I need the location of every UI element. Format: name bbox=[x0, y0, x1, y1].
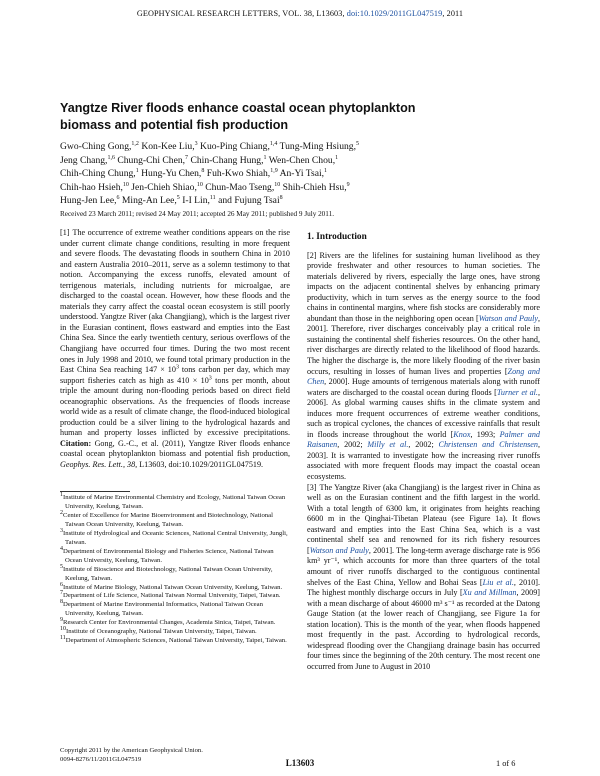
footnote-text: Center of Excellence for Marine Bioenvironment and Biotechnology, National Taiwan Ocean University, Keelung, Taiwan. bbox=[63, 511, 273, 528]
author-name: I-I Lin, bbox=[182, 195, 210, 207]
author-name: and Fujung Tsai bbox=[218, 195, 280, 207]
header-year: , 2011 bbox=[442, 9, 464, 18]
author-name: Gwo-Ching Gong, bbox=[60, 141, 132, 152]
affiliation-footnote bbox=[60, 527, 292, 548]
body-text: The Yangtze River (aka Changjiang) is the largest river in China as well as on the Eurasian continent and the fifth largest in the world. With a total length of 6300 km, it originates from heights reaching 6600 m in the Qinghai-Tibetan Plateau (see Figure 1a). It flows eastward and empties into the East China Sea, which is a vast continental shelf sea and renowned for its rich fishery resources [ bbox=[307, 482, 540, 555]
footnote-number: 7 bbox=[60, 590, 63, 597]
introduction-column bbox=[307, 228, 540, 672]
footnote-number: 8 bbox=[60, 599, 63, 606]
footnote-text: Institute of Marine Environmental Chemistry and Ecology, National Taiwan Ocean University, Keelung, Taiwan. bbox=[63, 494, 286, 510]
doi-link[interactable]: doi:10.1029/2011GL047519 bbox=[346, 9, 443, 18]
author-name: Chih-Ching Chung, bbox=[60, 168, 136, 180]
body-text: , 1993; bbox=[470, 429, 500, 439]
footnote-number: 9 bbox=[60, 617, 63, 624]
reference-link[interactable]: Liu et al. bbox=[482, 577, 514, 587]
affiliation-sup: 3 bbox=[194, 140, 198, 147]
abstract-text-3: tons per month, about triple the amount during non-flooding periods based on direct field oceanographic observations. As the frequencies of floods increase world wide as a result of climate change, the flood-induced biological production could be a silver lining to the hydrological hazards and human and property losses inflicted by excessive precipitations. bbox=[60, 375, 290, 438]
citation-label: Citation: bbox=[60, 438, 92, 448]
affiliation-footnote bbox=[60, 601, 292, 619]
paragraph-tag: [3] bbox=[307, 482, 317, 492]
reference-link[interactable]: Watson and Pauly bbox=[478, 313, 538, 323]
body-text: , 2003]. It is warranted to investigate how the increasing river runoffs associated with more frequent floods may impact the coastal ocean ecosystems. bbox=[307, 440, 540, 482]
author-name: An-Yi Tsai, bbox=[279, 168, 325, 180]
body-text: , 2006]. As global warming causes shifts in the climate system and induces more frequent occurrences of extreme weather conditions, such as tropical cyclones, the chances of excessive rainfalls that result in floods increase throughout the world [ bbox=[307, 387, 540, 439]
affiliation-sup: 10 bbox=[122, 181, 129, 188]
article-id-footer: L13603 bbox=[285, 758, 315, 768]
abstract-text-2: tons carbon per day, which may support fisheries catch as high as 410 × 10 bbox=[60, 365, 290, 385]
running-header bbox=[0, 9, 600, 18]
affiliation-sup: 5 bbox=[176, 195, 180, 202]
footnote-number: 6 bbox=[60, 581, 63, 588]
affiliation-sup: 10 bbox=[274, 181, 281, 188]
affiliation-sup: 8 bbox=[279, 195, 283, 202]
footnote-number: 11 bbox=[60, 635, 66, 642]
footnote-text: Institute of Hydrological and Oceanic Sciences, National Central University, Jungli, Taiwan. bbox=[63, 529, 288, 546]
author-name: Hung-Yu Chen, bbox=[141, 168, 202, 180]
journal-line: GEOPHYSICAL RESEARCH LETTERS, VOL. 38, L13603, bbox=[136, 9, 345, 18]
abstract-text: The occurrence of extreme weather conditions appears on the rise under current climate change conditions, resulting in more frequent and severe floods. The devastating floods in southern China in 2010 and eastern Australia 2010–2011, serve as a solemn testimony to that notion. Accompanying the excess runoffs, elevated amount of terrigenous materials, including nutrients for microalgae, are discharged to the coastal ocean. However, how these floods and the materials they carry affect the coastal ocean ecosystem is still poorly understood. Yangtze River (aka Changjiang), which is the largest river in the Eurasian continent, flows eastward and empties into the East China Sea. Since the early twentieth century, serious overflows of the Changjiang have occurred four times. During the two most recent ones in July 1998 and 2010, we found total primary production in the East China Sea reaching 147 × 10 bbox=[60, 228, 290, 375]
footnote-text: Institute of Bioscience and Biotechnology, National Taiwan Ocean University, Keelung, Taiwan. bbox=[63, 565, 273, 582]
affiliation-sup: 1,4 bbox=[269, 140, 278, 147]
affiliation-sup: 5 bbox=[356, 140, 359, 147]
author-name: Jen-Chieh Shiao, bbox=[131, 181, 197, 193]
affiliation-sup: 11 bbox=[209, 195, 216, 202]
body-text: , 2009] with a mean discharge of about 46000 m³ s⁻¹ as recorded at the Datong Gauge Station (at the lower reach of Changjiang, see Figure 1a for station location). This is the month of the year, when floods happened most frequently in the past. According to hydrological records, widespread flooding over the Changjiang drainage basin has occurred four times since the beginning of the 20th century. The most recent one occurred from June to August in 2010 bbox=[307, 588, 540, 671]
paragraph-3-body bbox=[307, 483, 540, 671]
affiliation-footnote bbox=[60, 545, 292, 566]
paragraph-2-body bbox=[307, 251, 540, 481]
footnote-text: Department of Atmospheric Sciences, National Taiwan University, Taipei, Taiwan. bbox=[65, 637, 287, 645]
citation-text: Gong, G.-C., et al. (2011), Yangtze River floods enhance coastal ocean phytoplankton biomass and potential fish production, bbox=[60, 438, 291, 459]
received-dates: Received 23 March 2011; revised 24 May 2011; accepted 26 May 2011; published 9 July 2011. bbox=[60, 210, 334, 218]
reference-link[interactable]: Zong and Chen bbox=[307, 366, 540, 387]
issn-line: 0094-8276/11/2011GL047519 bbox=[60, 755, 142, 763]
author-name: Chun-Mao Tseng, bbox=[205, 181, 275, 193]
title-line-2: biomass and potential fish production bbox=[60, 118, 289, 132]
body-text: , 2001]. The long-term average discharge rate is 956 km³ yr⁻¹, which accounts for more than three quarters of the total amount of river runoffs discharged to the contiguous continental shelves of the East China, Yellow and Bohai Seas [ bbox=[307, 545, 540, 587]
article-title bbox=[60, 100, 530, 134]
body-text: , 2010]. The highest monthly discharge occurs in July [ bbox=[307, 577, 540, 598]
page-number: 1 of 6 bbox=[496, 759, 516, 768]
affiliation-sup: 9 bbox=[346, 181, 350, 188]
affiliation-sup: 7 bbox=[185, 154, 189, 161]
author-name: Chih-hao Hsieh, bbox=[60, 181, 123, 193]
footnote-number: 2 bbox=[60, 509, 63, 516]
affiliation-footnotes bbox=[60, 491, 292, 646]
author-name: Chin-Chang Hung, bbox=[190, 154, 264, 166]
footnote-number: 5 bbox=[60, 563, 63, 570]
body-text: , 2001]. Therefore, river discharges conceivably play a critical role in sustaining the continental shelf fisheries resources. On the other hand, river discharges are directly related to the likelihood of flood hazards. The higher the discharge is, the more likely flooding of the river basin occurs, resulting in losses of human lives and properties [ bbox=[307, 313, 540, 376]
affiliation-sup: 1,2 bbox=[131, 140, 139, 147]
affiliation-sup: 1 bbox=[335, 154, 339, 161]
body-text: , 2002; bbox=[337, 440, 368, 450]
paragraph-3 bbox=[307, 483, 540, 673]
footnote-number: 4 bbox=[60, 545, 63, 552]
affiliation-sup: 10 bbox=[196, 181, 203, 188]
affiliation-footnote bbox=[60, 509, 292, 530]
body-text: , 2002; bbox=[408, 440, 439, 450]
paragraph-tag: [1] bbox=[60, 228, 70, 237]
paragraph-tag: [2] bbox=[307, 250, 317, 260]
author-name: Kon-Kee Liu, bbox=[141, 141, 195, 152]
abstract bbox=[60, 228, 290, 471]
footnote-text: Department of Environmental Biology and Fisheries Science, National Taiwan Ocean University, Keelung, Taiwan. bbox=[63, 547, 274, 564]
affiliation-sup: 6 bbox=[116, 195, 120, 202]
author-name: Kuo-Ping Chiang, bbox=[200, 141, 270, 152]
affiliation-footnote bbox=[60, 491, 292, 512]
author-name: Hung-Jen Lee, bbox=[60, 195, 117, 207]
author-name: Wen-Chen Chou, bbox=[268, 154, 336, 166]
affiliation-footnote bbox=[60, 619, 292, 628]
affiliation-sup: 1 bbox=[263, 154, 267, 161]
footnote-text: Research Center for Environmental Changes, Academia Sinica, Taipei, Taiwan. bbox=[63, 619, 276, 627]
affiliation-footnote bbox=[60, 637, 292, 646]
affiliation-sup: 8 bbox=[201, 168, 205, 174]
reference-link[interactable]: Xu and Millman bbox=[462, 588, 517, 598]
superscript: 3 bbox=[175, 364, 179, 371]
reference-link[interactable]: Palmer and Raisanen bbox=[307, 429, 540, 450]
footnote-text: Institute of Marine Biology, National Taiwan Ocean University, Keelung, Taiwan. bbox=[63, 583, 283, 591]
reference-link[interactable]: Christensen and Christensen bbox=[438, 440, 538, 450]
reference-link[interactable]: Knox bbox=[453, 429, 471, 439]
author-name: Chung-Chi Chen, bbox=[117, 154, 186, 166]
copyright-line: Copyright 2011 by the American Geophysical Union. bbox=[60, 747, 203, 754]
affiliation-sup: 1 bbox=[135, 168, 139, 174]
body-text: , 2000]. Huge amounts of terrigenous materials along with runoff waters are discharged to the coastal ocean during floods [ bbox=[307, 377, 540, 397]
footnote-rule bbox=[60, 491, 130, 492]
reference-link[interactable]: Turner et al. bbox=[496, 387, 538, 397]
citation-end: L13603, doi:10.1029/2011GL047519. bbox=[139, 460, 264, 470]
author-list bbox=[60, 140, 540, 208]
affiliation-sup: 1 bbox=[324, 168, 328, 174]
citation-journal: Geophys. Res. Lett., 38, bbox=[60, 460, 138, 470]
footnote-number: 3 bbox=[60, 527, 63, 534]
author-name: Tung-Ming Hsiung, bbox=[279, 141, 356, 152]
footnote-text: Institute of Oceanography, National Taiwan University, Taipei, Taiwan. bbox=[66, 628, 257, 636]
title-line-1: Yangtze River floods enhance coastal ocean phytoplankton bbox=[60, 101, 416, 115]
footnote-number: 1 bbox=[60, 491, 63, 498]
footnote-text: Department of Life Science, National Taiwan Normal University, Taipei, Taiwan. bbox=[63, 592, 281, 600]
paragraph-2 bbox=[307, 251, 540, 483]
author-name: Shih-Chieh Hsu, bbox=[282, 181, 347, 193]
body-text: Rivers are the lifelines for sustaining human livelihood as they provide freshwater and other resources to human societies. The materials delivered by rivers, especially the large ones, have strong impacts on the adjacent continental shelves by enhancing primary productivity, which in turn serves as the energy source to the food chains in continental margins, where fish stocks are considerably more abundant than those in the neighboring open ocean [ bbox=[307, 250, 540, 323]
reference-link[interactable]: Milly et al. bbox=[367, 440, 409, 450]
affiliation-sup: 1,6 bbox=[107, 154, 115, 161]
affiliation-footnote bbox=[60, 628, 292, 637]
author-name: Fuh-Kwo Shiah, bbox=[206, 168, 271, 180]
superscript: 3 bbox=[208, 374, 212, 381]
section-heading: 1. Introduction bbox=[307, 232, 367, 242]
affiliation-footnote bbox=[60, 563, 292, 584]
footnote-number: 10 bbox=[60, 626, 66, 633]
author-name: Jeng Chang, bbox=[60, 154, 108, 166]
reference-link[interactable]: Watson and Pauly bbox=[309, 545, 369, 555]
author-name: Ming-An Lee, bbox=[121, 195, 177, 207]
footnote-text: Department of Marine Environmental Informatics, National Taiwan Ocean University, Keelung, Taiwan. bbox=[63, 601, 263, 618]
affiliation-sup: 1,9 bbox=[270, 168, 278, 174]
